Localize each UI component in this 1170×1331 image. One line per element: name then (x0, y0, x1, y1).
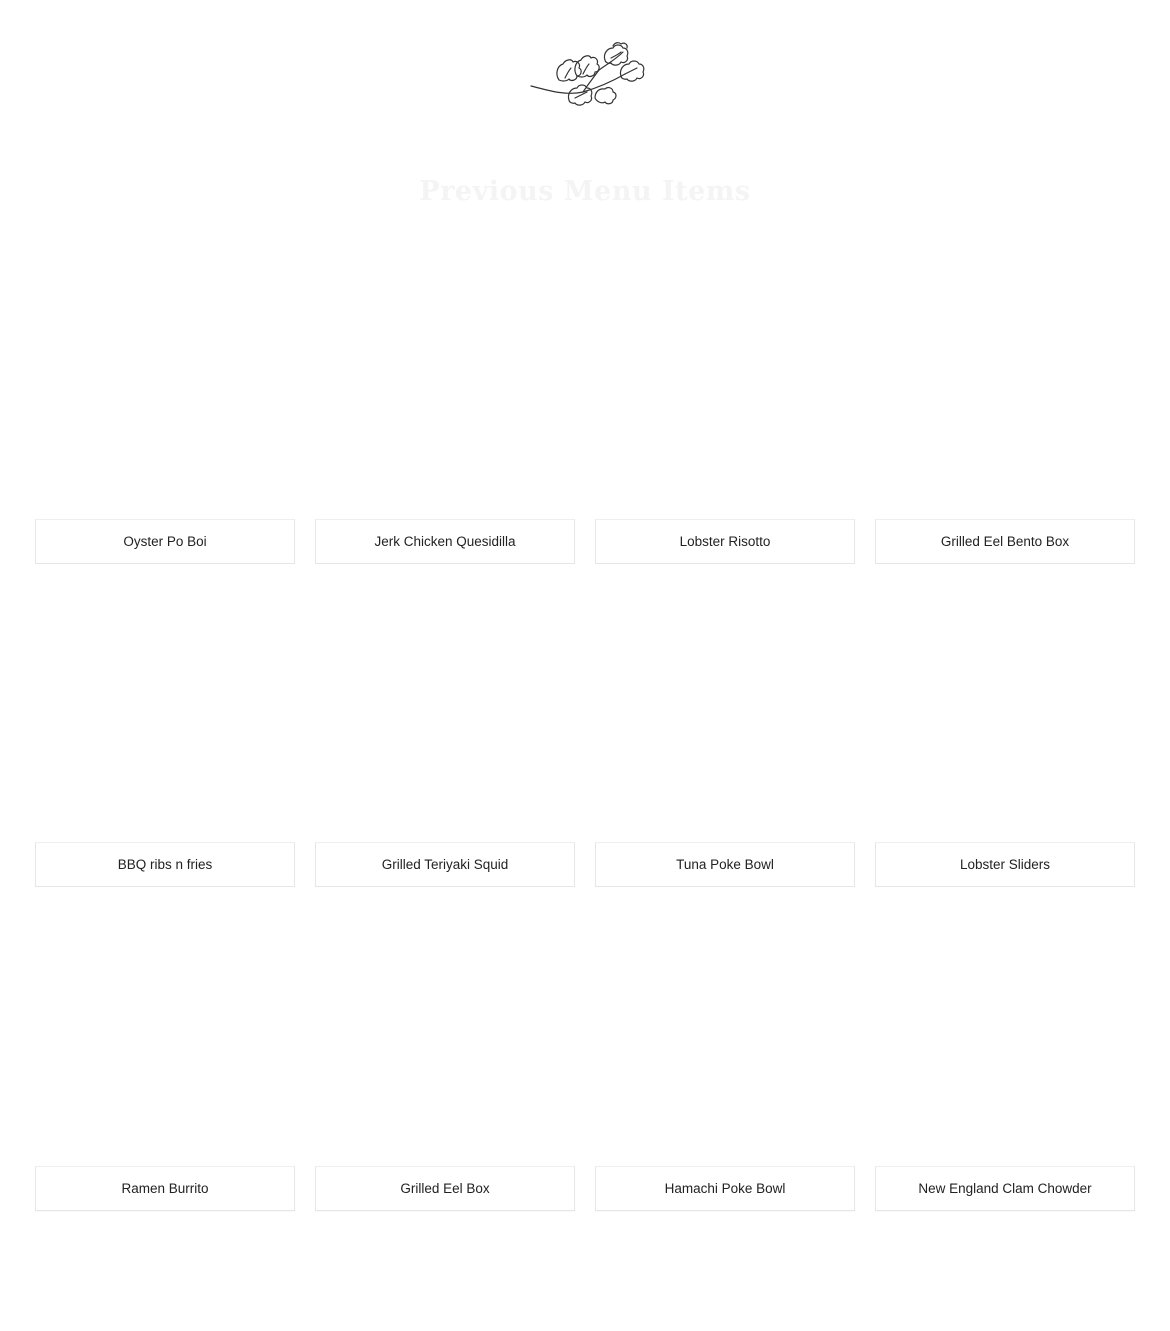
menu-item-card[interactable] (315, 240, 575, 564)
menu-item-label[interactable]: New England Clam Chowder (875, 1166, 1135, 1211)
menu-item-card[interactable] (35, 240, 295, 564)
menu-item-label[interactable]: Jerk Chicken Quesidilla (315, 519, 575, 564)
menu-item-card[interactable] (595, 564, 855, 888)
menu-item-image[interactable] (595, 887, 855, 1177)
menu-item-label[interactable]: BBQ ribs n fries (35, 842, 295, 887)
menu-item-image[interactable] (875, 564, 1135, 854)
menu-item-image[interactable] (875, 887, 1135, 1177)
menu-item-label[interactable]: Lobster Sliders (875, 842, 1135, 887)
menu-item-card[interactable] (875, 887, 1135, 1211)
menu-item-card[interactable] (35, 887, 295, 1211)
menu-item-label[interactable]: Grilled Teriyaki Squid (315, 842, 575, 887)
menu-item-image[interactable] (595, 564, 855, 854)
menu-item-card[interactable] (595, 887, 855, 1211)
menu-item-image[interactable] (315, 240, 575, 530)
menu-item-label[interactable]: Grilled Eel Bento Box (875, 519, 1135, 564)
menu-item-label[interactable]: Hamachi Poke Bowl (595, 1166, 855, 1211)
herb-sprig-icon (525, 38, 645, 118)
menu-item-label[interactable]: Grilled Eel Box (315, 1166, 575, 1211)
page-title: Previous Menu Items (419, 176, 751, 207)
site-logo[interactable] (525, 38, 645, 118)
menu-item-card[interactable] (315, 564, 575, 888)
menu-item-image[interactable] (35, 240, 295, 530)
menu-item-card[interactable] (875, 564, 1135, 888)
menu-item-image[interactable] (315, 887, 575, 1177)
menu-item-card[interactable] (315, 887, 575, 1211)
menu-item-image[interactable] (875, 240, 1135, 530)
menu-item-image[interactable] (315, 564, 575, 854)
menu-item-card[interactable] (35, 564, 295, 888)
menu-items-grid (35, 240, 1135, 1211)
menu-item-card[interactable] (875, 240, 1135, 564)
menu-item-image[interactable] (35, 564, 295, 854)
menu-item-card[interactable] (595, 240, 855, 564)
menu-item-image[interactable] (35, 887, 295, 1177)
menu-item-image[interactable] (595, 240, 855, 530)
menu-item-label[interactable]: Tuna Poke Bowl (595, 842, 855, 887)
menu-item-label[interactable]: Lobster Risotto (595, 519, 855, 564)
menu-item-label[interactable]: Oyster Po Boi (35, 519, 295, 564)
menu-item-label[interactable]: Ramen Burrito (35, 1166, 295, 1211)
